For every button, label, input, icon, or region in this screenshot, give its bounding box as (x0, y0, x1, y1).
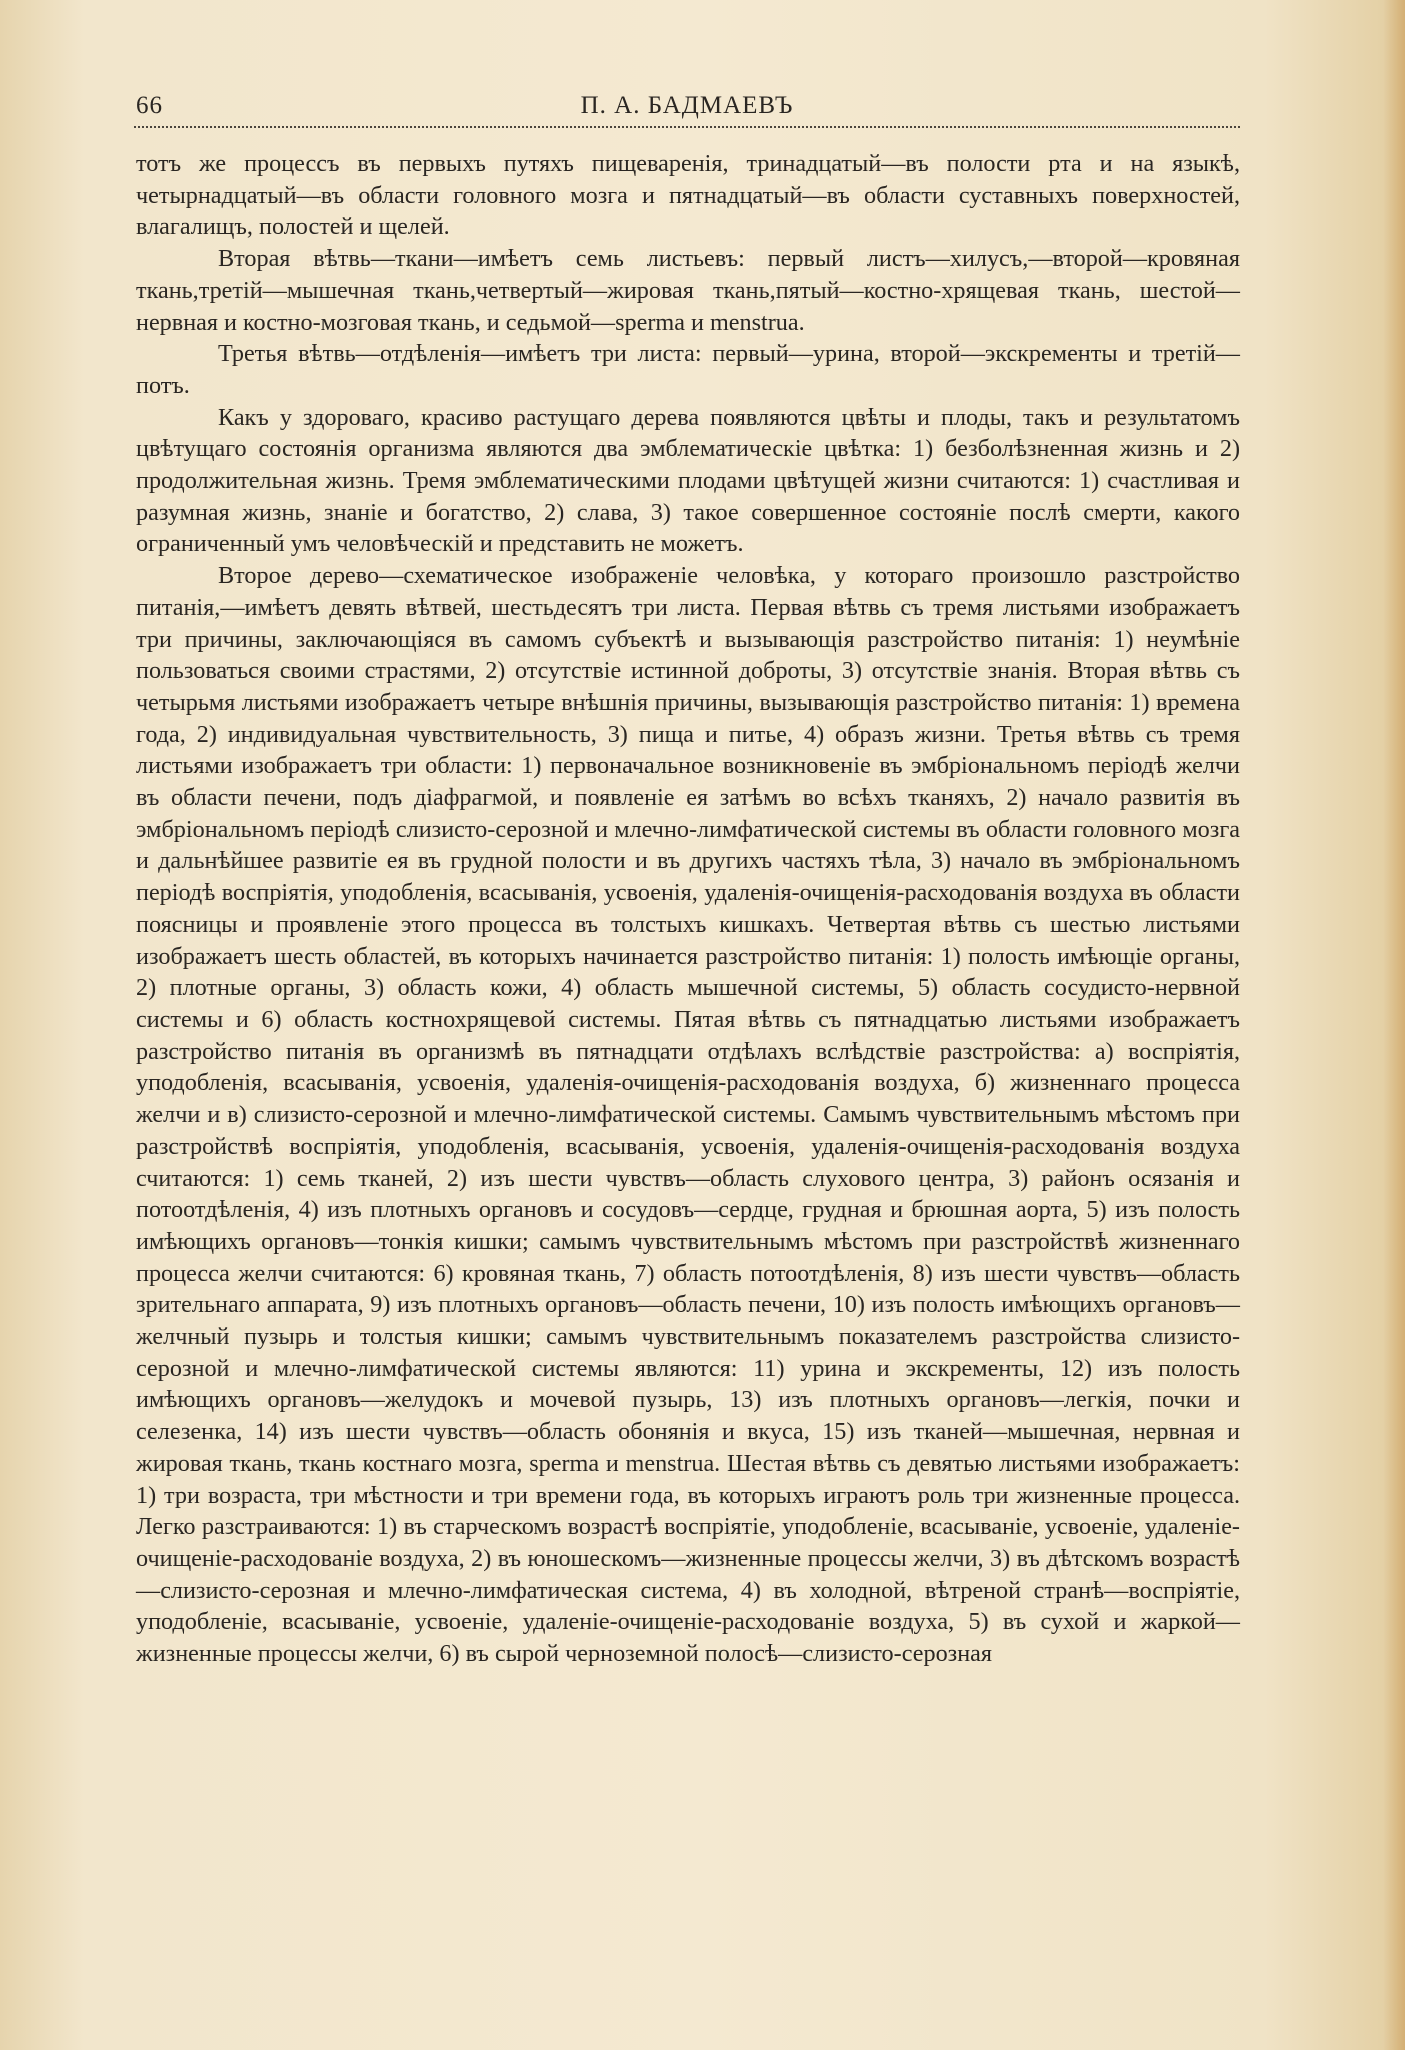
header-rule (134, 126, 1240, 128)
paragraph: Второе дерево—схематическое изображеніе человѣка, у котораго произошло разстройство питанія,—имѣетъ девять вѣтвей, шестьдесятъ три листа. Первая вѣтвь съ тремя листьями изображаетъ три причины, заключающіяся въ самомъ субъектѣ и вызывающія разстройство питанія: 1) неумѣніе пользоваться своими страстями, 2) отсутствіе истинной доброты, 3) отсутствіе знанія. Вторая вѣтвь съ четырьмя листьями изображаетъ четыре внѣшнія причины, вызывающія разстройство питанія: 1) времена года, 2) индивидуальная чувствительность, 3) пища и питье, 4) образъ жизни. Третья вѣтвь съ тремя листьями изображаетъ три области: 1) первоначальное возникновеніе въ эмбріональномъ періодѣ желчи въ области печени, подъ діафрагмой, и появленіе ея затѣмъ во всѣхъ тканяхъ, 2) начало развитія въ эмбріональномъ періодѣ слизисто-серозной и млечно-лимфатической системы въ области головного мозга и дальнѣйшее развитіе ея въ грудной полости и въ другихъ частяхъ тѣла, 3) начало въ эмбріональномъ періодѣ воспріятія, уподобленія, всасыванія, усвоенія, удаленія-очищенія-расходованія воздуха въ области поясницы и проявленіе этого процесса въ толстыхъ кишкахъ. Четвертая вѣтвь съ шестью листьями изображаетъ шесть областей, въ которыхъ начинается разстройство питанія: 1) полость имѣющіе органы, 2) плотные органы, 3) область кожи, 4) область мышечной системы, 5) область сосудисто-нервной системы и 6) область костнохрящевой системы. Пятая вѣтвь съ пятнадцатью листьями изображаетъ разстройство питанія въ организмѣ въ пятнадцати отдѣлахъ вслѣдствіе разстройства: а) воспріятія, уподобленія, всасыванія, усвоенія, удаленія-очищенія-расходованія воздуха, б) жизненнаго процесса желчи и в) слизисто-серозной и млечно-лимфатической системы. Самымъ чувствительнымъ мѣстомъ при разстройствѣ воспріятія, уподобленія, всасыванія, усвоенія, удаленія-очищенія-расходованія воздуха считаются: 1) семь тканей, 2) изъ шести чувствъ—область слухового центра, 3) районъ осязанія и потоотдѣленія, 4) изъ плотныхъ органовъ и сосудовъ—сердце, грудная и брюшная аорта, 5) изъ полость имѣющихъ органовъ—тонкія кишки; самымъ чувствительнымъ мѣстомъ при разстройствѣ жизненнаго процесса желчи считаются: 6) кровяная ткань, 7) область потоотдѣленія, 8) изъ шести чувствъ—область зрительнаго аппарата, 9) изъ плотныхъ органовъ—область печени, 10) изъ полость имѣющихъ органовъ—желчный пузырь и толстыя кишки; самымъ чувствительнымъ показателемъ разстройства слизисто-серозной и млечно-лимфатической системы являются: 11) урина и экскременты, 12) изъ полость имѣющихъ органовъ—желудокъ и мочевой пузырь, 13) изъ плотныхъ органовъ—легкія, почки и селезенка, 14) изъ шести чувствъ—область обонянія и вкуса, 15) изъ тканей—мышечная, нервная и жировая ткань, ткань костнаго мозга, sperma и menstrua. Шестая вѣтвь съ девятью листьями изображаетъ: 1) три возраста, три мѣстности и три времени года, въ которыхъ играютъ роль три жизненные процесса. Легко разстраиваются: 1) въ старческомъ возрастѣ воспріятіе, уподобленіе, всасываніе, усвоеніе, удаленіе-очищеніе-расходованіе воздуха, 2) въ юношескомъ—жизненные процессы желчи, 3) въ дѣтскомъ возрастѣ—слизисто-серозная и млечно-лимфатическая система, 4) въ холодной, вѣтреной странѣ—воспріятіе, уподобленіе, всасываніе, усвоеніе, удаленіе-очищеніе-расходованіе воздуха, 5) въ сухой и жаркой—жизненные процессы желчи, 6) въ сырой черноземной полосѣ—слизисто-серозная (136, 562, 1240, 1668)
paragraph: Вторая вѣтвь—ткани—имѣетъ семь листьевъ: первый листъ—хилусъ,—второй—кровяная ткань,третій—мышечная ткань,четвертый—жировая ткань,пятый—костно-хрящевая ткань, шестой—нервная и костно-мозговая ткань, и седьмой—sperma и menstrua. (136, 245, 1240, 336)
paragraph: Какъ у здороваго, красиво растущаго дерева появляются цвѣты и плоды, такъ и результатомъ цвѣтущаго состоянія организма являются два эмблематическіе цвѣтка: 1) безболѣзненная жизнь и 2) продолжительная жизнь. Тремя эмблематическими плодами цвѣтущей жизни считаются: 1) счастливая и разумная жизнь, знаніе и богатство, 2) слава, 3) такое совершенное состояніе послѣ смерти, какого ограниченный умъ человѣческій и представить не можетъ. (136, 403, 1240, 558)
page-header (134, 92, 1240, 126)
paragraph: тотъ же процессъ въ первыхъ путяхъ пищеваренія, тринадцатый—въ полости рта и на языкѣ, четырнадцатый—въ области головного мозга и пятнадцатый—въ области суставныхъ поверхностей, влагалищъ, полостей и щелей. (136, 150, 1240, 241)
page-number: 66 (136, 92, 163, 119)
body-text (136, 148, 1240, 1670)
paragraph: Третья вѣтвь—отдѣленія—имѣетъ три листа: первый—урина, второй—экскременты и третій—потъ. (136, 340, 1240, 399)
running-title: П. А. БАДМАЕВЪ (580, 92, 794, 119)
page-edge-shading (1383, 0, 1405, 2050)
